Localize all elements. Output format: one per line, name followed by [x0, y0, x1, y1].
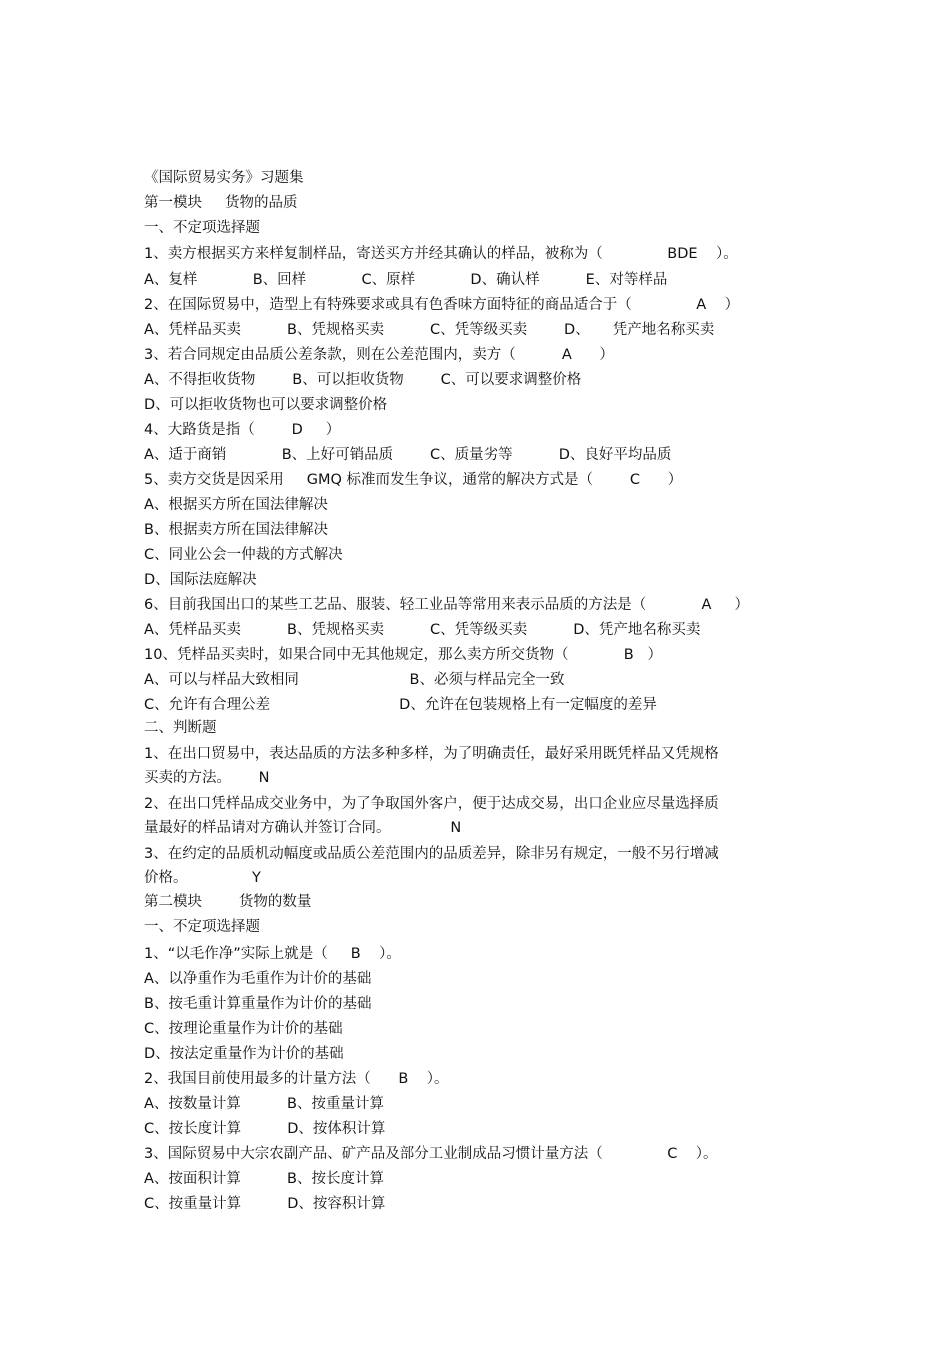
option: D、国际法庭解决 [144, 572, 257, 588]
question: 5、卖方交货是因采用 GMQ 标准而发生争议，通常的解决方式是（ C ） [144, 472, 683, 488]
option: B、根据卖方所在国法律解决 [144, 522, 328, 538]
option: A、以净重作为毛重作为计价的基础 [144, 971, 372, 987]
options: A、按数量计算 B、按重量计算 [144, 1096, 384, 1112]
option: B、按毛重计算重量作为计价的基础 [144, 996, 372, 1012]
options: A、适于商销 B、上好可销品质 C、质量劣等 D、良好平均品质 [144, 447, 672, 463]
options: A、不得拒收货物 B、可以拒收货物 C、可以要求调整价格 [144, 372, 582, 388]
option: C、同业公会一仲裁的方式解决 [144, 547, 343, 563]
question: 3、国际贸易中大宗农副产品、矿产品及部分工业制成品习惯计量方法（ C ）。 [144, 1146, 718, 1162]
question: 6、目前我国出口的某些工艺品、服装、轻工业品等常用来表示品质的方法是（ A ） [144, 597, 749, 613]
statement: 价格。 Y [144, 870, 261, 886]
section-heading: 一、不定项选择题 [144, 220, 260, 236]
module-heading: 第一模块 货物的品质 [144, 195, 298, 211]
option: C、按理论重量作为计价的基础 [144, 1021, 343, 1037]
question: 2、在国际贸易中，造型上有特殊要求或具有色香味方面特征的商品适合于（ A ） [144, 297, 740, 313]
options: A、凭样品买卖 B、凭规格买卖 C、凭等级买卖 D、凭产地名称买卖 [144, 622, 701, 638]
options: A、凭样品买卖 B、凭规格买卖 C、凭等级买卖 D、 凭产地名称买卖 [144, 322, 715, 338]
options: A、按面积计算 B、按长度计算 [144, 1171, 384, 1187]
question: 4、大路货是指（ D ） [144, 422, 341, 438]
options: C、按重量计算 D、按容积计算 [144, 1196, 386, 1212]
module-heading: 第二模块 货物的数量 [144, 894, 312, 910]
statement: 3、在约定的品质机动幅度或品质公差范围内的品质差异，除非另有规定，一般不另行增减 [144, 846, 719, 862]
options: A、可以与样品大致相同 B、必须与样品完全一致 [144, 672, 565, 688]
doc-title: 《国际贸易实务》习题集 [144, 170, 304, 186]
option: D、按法定重量作为计价的基础 [144, 1046, 344, 1062]
option: A、根据买方所在国法律解决 [144, 497, 328, 513]
options: C、按长度计算 D、按体积计算 [144, 1121, 386, 1137]
section-heading: 二、判断题 [144, 720, 217, 736]
question: 10、凭样品买卖时，如果合同中无其他规定，那么卖方所交货物（ B ） [144, 647, 663, 663]
section-heading: 一、不定项选择题 [144, 919, 260, 935]
question: 3、若合同规定由品质公差条款，则在公差范围内，卖方（ A ） [144, 347, 614, 363]
statement: 2、在出口凭样品成交业务中，为了争取国外客户，便于达成交易，出口企业应尽量选择质 [144, 796, 719, 812]
options: A、复样 B、回样 C、原样 D、确认样 E、对等样品 [144, 272, 668, 288]
statement: 买卖的方法。 N [144, 770, 270, 786]
question: 1、“以毛作净”实际上就是（ B ）。 [144, 946, 401, 962]
question: 2、我国目前使用最多的计量方法（ B ）。 [144, 1071, 449, 1087]
statement: 量最好的样品请对方确认并签订合同。 N [144, 820, 462, 836]
option: D、可以拒收货物也可以要求调整价格 [144, 397, 388, 413]
statement: 1、在出口贸易中，表达品质的方法多种多样，为了明确责任，最好采用既凭样品又凭规格 [144, 746, 719, 762]
question: 1、卖方根据买方来样复制样品，寄送买方并经其确认的样品，被称为（ BDE ）。 [144, 246, 738, 262]
options: C、允许有合理公差 D、允许在包装规格上有一定幅度的差异 [144, 697, 657, 713]
